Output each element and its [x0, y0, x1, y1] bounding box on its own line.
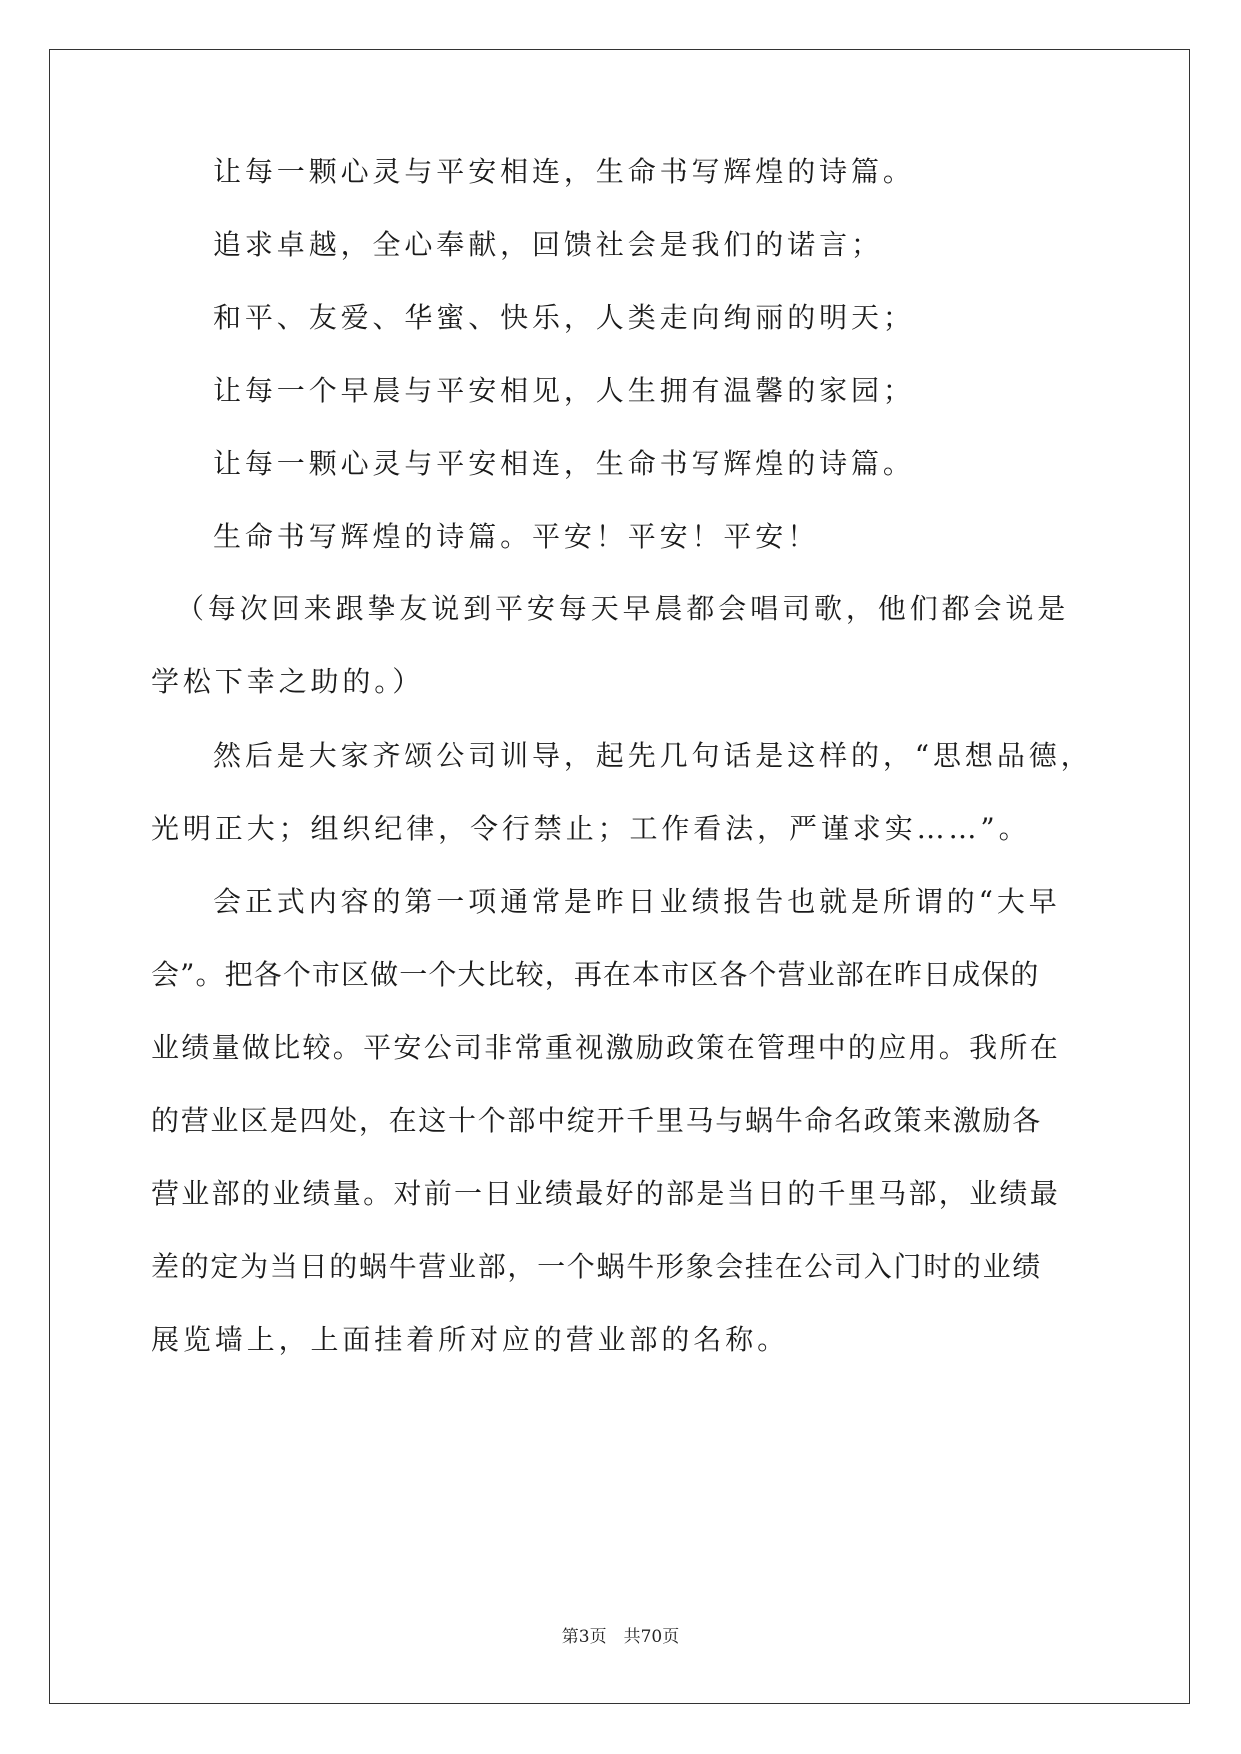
- text-line: 差的定为当日的蜗牛营业部，一个蜗牛形象会挂在公司入门时的业绩: [151, 1250, 1043, 1283]
- page-number: 第3页 共70页: [561, 1627, 680, 1647]
- text-line: 让每一颗心灵与平安相连，生命书写辉煌的诗篇。: [213, 447, 915, 480]
- text-line: 学松下幸之助的。）: [151, 665, 425, 698]
- text-line: 会正式内容的第一项通常是昨日业绩报告也就是所谓的“大早: [213, 885, 1061, 918]
- text-line: 让每一颗心灵与平安相连，生命书写辉煌的诗篇。: [213, 155, 915, 188]
- text-line: 光明正大；组织纪律，令行禁止；工作看法，严谨求实……”。: [151, 812, 1031, 845]
- text-line: 营业部的业绩量。对前一日业绩最好的部是当日的千里马部，业绩最: [151, 1177, 1061, 1210]
- text-line: 会”。把各个市区做一个大比较，再在本市区各个营业部在昨日成保的: [151, 958, 1040, 991]
- text-line: 追求卓越，全心奉献，回馈社会是我们的诺言；: [213, 228, 883, 261]
- text-line: 生命书写辉煌的诗篇。平安！平安！平安！: [213, 520, 820, 553]
- text-line: 的营业区是四处，在这十个部中绽开千里马与蜗牛命名政策来激励各: [151, 1104, 1043, 1137]
- text-line: 展览墙上，上面挂着所对应的营业部的名称。: [151, 1323, 790, 1356]
- text-line: 业绩量做比较。平安公司非常重视激励政策在管理中的应用。我所在: [151, 1031, 1061, 1064]
- text-line: 让每一个早晨与平安相见，人生拥有温馨的家园；: [213, 374, 915, 407]
- text-line: 和平、友爱、华蜜、快乐，人类走向绚丽的明天；: [213, 301, 915, 334]
- text-line: 然后是大家齐颂公司训导，起先几句话是这样的，“思想品德，: [213, 739, 1093, 772]
- text-line: （每次回来跟挚友说到平安每天早晨都会唱司歌，他们都会说是: [176, 592, 1070, 625]
